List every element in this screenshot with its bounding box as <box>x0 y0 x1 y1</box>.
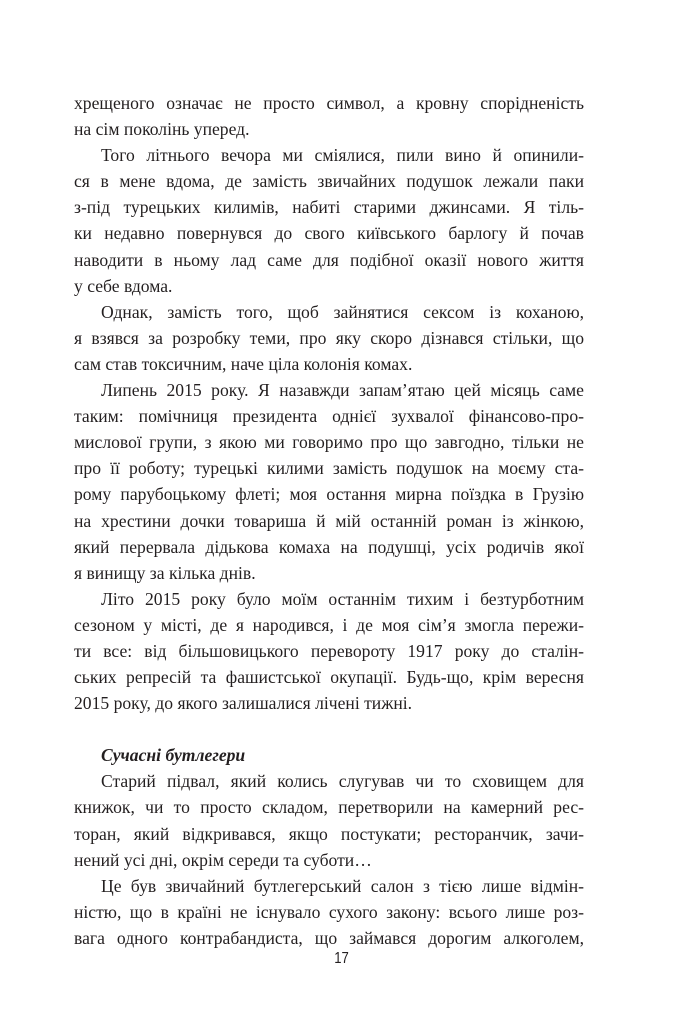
text-line: Старий підвал, який колись слугував чи то сховищем для <box>101 771 584 792</box>
text-line: Літо 2015 року було моїм останнім тихим і безтурботним <box>101 588 584 609</box>
text-line: книжок, чи то просто складом, перетворили на камерний рес- <box>74 797 584 818</box>
paragraph <box>74 142 584 299</box>
section-heading: Сучасні бутлегери <box>101 745 246 766</box>
text-line: вага одного контрабандиста, що займався дорогим алкоголем, <box>74 927 584 948</box>
text-line: я взявся за розробку теми, про яку скоро дізнався стільки, що <box>74 327 584 348</box>
paragraph <box>74 377 584 586</box>
text-line: Того літнього вечора ми сміялися, пили вино й опинили- <box>101 145 584 166</box>
text-line: хрещеного означає не просто символ, а кровну спорідненість <box>74 93 584 113</box>
text-line: ських репресій та фашистської окупації. Будь-що, крім вересня <box>74 667 584 688</box>
paragraph <box>74 873 584 951</box>
text-line: ся в мене вдома, де замість звичайних подушок лежали паки <box>74 171 584 192</box>
text-line: на сім поколінь уперед. <box>74 119 250 140</box>
text-line: Це був звичайний бутлегерський салон з тією лише відмін- <box>101 875 584 896</box>
page-number: 17 <box>334 950 349 967</box>
text-line: у себе вдома. <box>74 275 173 296</box>
text-line: який перервала дідькова комаха на подушці, усіх родичів якої <box>74 536 584 557</box>
text-line: мислової групи, з якою ми говоримо про що завгодно, тільки не <box>74 432 584 453</box>
text-line: торан, який відкривався, якщо постукати; ресторанчик, зачи- <box>74 823 584 844</box>
text-line: на хрестини дочки товариша й мій останній роман із жінкою, <box>74 510 584 531</box>
text-line: рому парубоцькому флеті; моя остання мирна поїздка в Грузію <box>74 484 584 505</box>
text-line: таким: помічниця президента однієї зухвалої фінансово-про- <box>74 406 584 427</box>
paragraph <box>74 299 584 377</box>
page-body <box>74 90 584 951</box>
text-line: Липень 2015 року. Я назавжди запам’ятаю цей місяць саме <box>101 380 584 401</box>
paragraph <box>74 90 584 142</box>
text-line: сезоном у місті, де я народився, і де моя сім’я змогла пережи- <box>74 614 584 635</box>
text-line: з-під турецьких килимів, набиті старими джинсами. Я тіль- <box>74 197 584 218</box>
paragraph <box>74 768 584 872</box>
text-line: ністю, що в країні не існувало сухого закону: всього лише роз- <box>74 901 584 922</box>
text-line: нений усі дні, окрім середи та суботи… <box>74 849 372 870</box>
text-line: ти все: від більшовицького перевороту 1917 року до сталін- <box>74 640 584 661</box>
paragraph <box>74 586 584 716</box>
text-line: сам став токсичним, наче ціла колонія комах. <box>74 353 413 374</box>
text-line: Однак, замість того, щоб зайнятися сексом із коханою, <box>101 301 584 322</box>
text-line: наводити в ньому лад саме для подібної оказії нового життя <box>74 249 584 270</box>
text-line: 2015 року, до якого залишалися лічені тижні. <box>74 693 413 714</box>
text-line: я винищу за кілька днів. <box>74 562 256 583</box>
text-line: ки недавно повернувся до свого київського барлогу й почав <box>74 223 584 244</box>
text-line: про її роботу; турецькі килими замість подушок на моєму ста- <box>74 458 584 479</box>
